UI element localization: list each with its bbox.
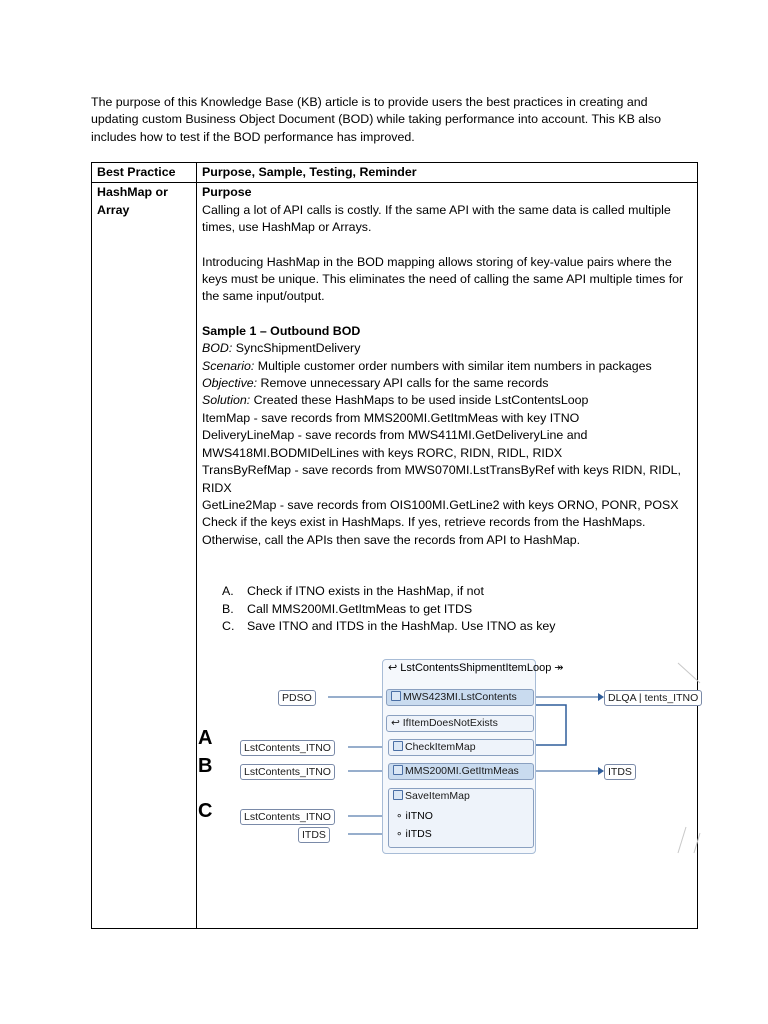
hashmap-line-check: Check if the keys exist in HashMaps. If yes, retrieve records from the HashMaps. Otherwise, call the APIs then save the records from API to HashMap.: [202, 515, 646, 547]
purpose-paragraph-1: Calling a lot of API calls is costly. If the same API with the same data is called multiple times, use HashMap or Arrays.: [202, 202, 671, 235]
practice-name: HashMap or Array: [92, 183, 197, 929]
param-itds: ∘ iITDS: [396, 828, 432, 841]
save-item-map-node[interactable]: SaveItemMap: [388, 788, 534, 848]
objective-label: Objective:: [202, 376, 258, 391]
list-item: B. Call MMS200MI.GetItmMeas to get ITDS: [222, 601, 473, 616]
api-icon: [393, 765, 403, 775]
table-header-row: [92, 163, 698, 183]
practice-details: [197, 183, 698, 929]
pdso-field[interactable]: PDSO: [278, 690, 316, 706]
bod-value: SyncShipmentDelivery: [232, 341, 361, 356]
step-letter-c: C: [198, 800, 213, 823]
bod-line: [202, 340, 692, 357]
header-purpose: Purpose, Sample, Testing, Reminder: [197, 163, 698, 183]
map-icon: [393, 790, 403, 800]
hashmap-line-item: ItemMap - save records from MMS200MI.GetItmMeas with key ITNO: [202, 410, 580, 425]
itds-input-field[interactable]: ITDS: [298, 827, 330, 843]
solution-line: [202, 392, 692, 409]
solution-value: Created these HashMaps to be used inside LstContentsLoop: [250, 393, 589, 408]
sample-heading: Sample 1 – Outbound BOD: [202, 323, 361, 338]
hashmap-line-getline2: GetLine2Map - save records from OIS100MI.GetLine2 with keys ORNO, PONR, POSX: [202, 497, 679, 512]
objective-line: [202, 375, 692, 392]
purpose-paragraph-2: Introducing HashMap in the BOD mapping allows storing of key-value pairs where the keys must be unique. This eliminates the need of calling the same API multiple times for the same input/output.: [202, 254, 684, 304]
api-icon: [391, 691, 401, 701]
lst-contents-node[interactable]: MWS423MI.LstContents: [386, 689, 534, 706]
list-item: C. Save ITNO and ITDS in the HashMap. Use ITNO as key: [222, 618, 556, 633]
hashmap-line-transbyref: TransByRefMap - save records from MWS070MI.LstTransByRef with keys RIDN, RIDL, RIDX: [202, 463, 681, 495]
get-itm-meas-node[interactable]: MMS200MI.GetItmMeas: [388, 763, 534, 780]
dlqa-output[interactable]: DLQA | tents_ITNO: [604, 690, 702, 706]
check-item-map-node[interactable]: CheckItemMap: [388, 739, 534, 756]
check-icon: [393, 741, 403, 751]
if-not-exists-node[interactable]: ↩ IfItemDoesNotExists: [386, 715, 534, 732]
intro-paragraph: The purpose of this Knowledge Base (KB) article is to provide users the best practices in creating and updating custom Business Object Document (BOD) while taking performance into account. This KB also includes how to test if the BOD performance has improved.: [91, 95, 662, 144]
list-item: A. Check if ITNO exists in the HashMap, if not: [222, 584, 484, 599]
bod-mapping-diagram: [198, 655, 718, 860]
hashmap-line-delivery: DeliveryLineMap - save records from MWS411MI.GetDeliveryLine and MWS418MI.BODMIDelLines with keys RORC, RIDN, RIDL, RIDX: [202, 428, 588, 460]
lst-itno-b-field[interactable]: LstContents_ITNO: [240, 764, 335, 780]
scenario-label: Scenario:: [202, 358, 255, 373]
objective-value: Remove unnecessary API calls for the same records: [257, 376, 549, 391]
step-letter-b: B: [198, 755, 213, 778]
bod-label: BOD:: [202, 341, 233, 356]
best-practice-table: [91, 162, 698, 929]
itds-output[interactable]: ITDS: [604, 764, 636, 780]
loop-label: ↩ LstContentsShipmentItemLoop ↠: [388, 662, 564, 675]
step-letter-a: A: [198, 727, 213, 750]
purpose-heading: Purpose: [202, 185, 252, 200]
lst-itno-a-field[interactable]: LstContents_ITNO: [240, 740, 335, 756]
lst-itno-c-field[interactable]: LstContents_ITNO: [240, 809, 335, 825]
header-best-practice: Best Practice: [92, 163, 197, 183]
scenario-value: Multiple customer order numbers with similar item numbers in packages: [254, 358, 652, 373]
steps-list: [202, 583, 692, 635]
param-itno: ∘ iITNO: [396, 810, 433, 823]
table-row: [92, 183, 698, 929]
solution-label: Solution:: [202, 393, 251, 408]
scenario-line: [202, 358, 692, 375]
